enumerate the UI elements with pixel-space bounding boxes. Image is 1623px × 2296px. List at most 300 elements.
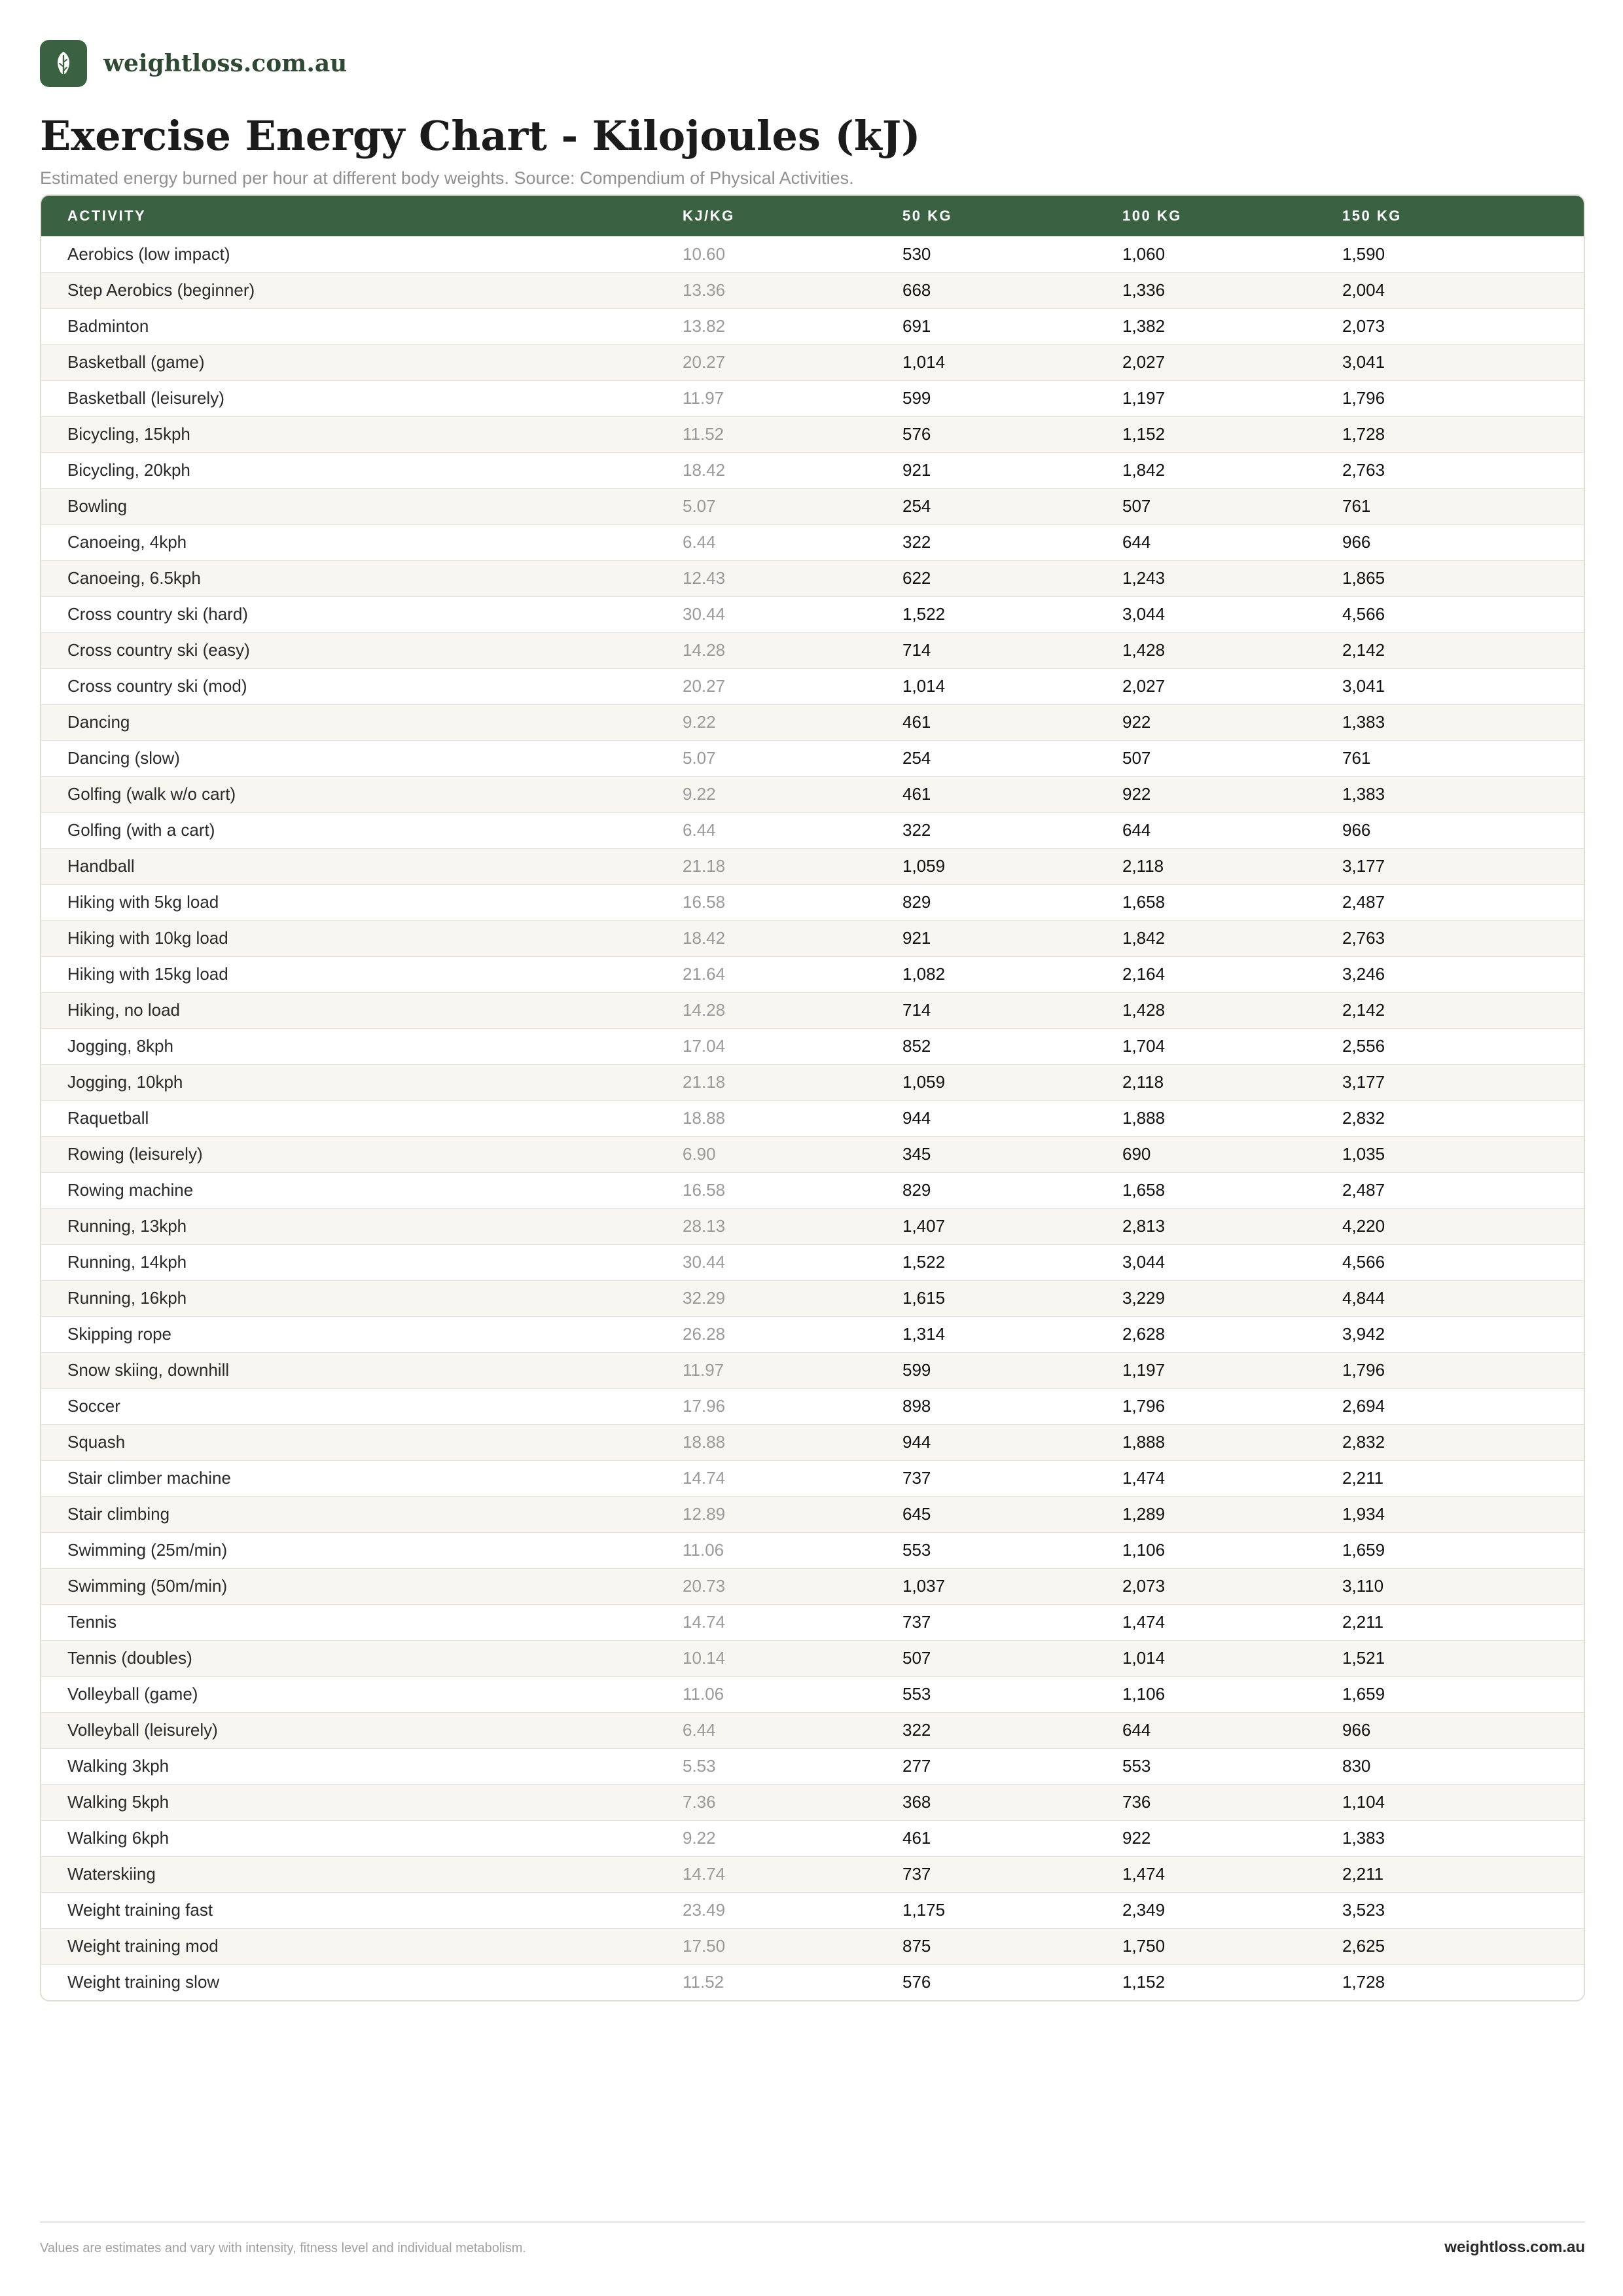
kj-100kg-cell: 2,813 <box>1122 1216 1166 1236</box>
activity-cell: Bowling <box>67 496 128 516</box>
activity-cell: Walking 6kph <box>67 1828 169 1848</box>
kj-50kg-cell: 599 <box>902 1360 931 1380</box>
table-row <box>41 1820 1584 1856</box>
kj-150kg-cell: 3,041 <box>1342 676 1385 696</box>
activity-cell: Bicycling, 15kph <box>67 424 190 444</box>
kj-150kg-cell: 830 <box>1342 1756 1371 1776</box>
kj-150kg-cell: 1,796 <box>1342 1360 1385 1380</box>
kj-per-kg-cell: 11.06 <box>683 1540 724 1560</box>
activity-cell: Handball <box>67 856 135 876</box>
kj-150kg-cell: 2,763 <box>1342 460 1385 480</box>
kj-per-kg-cell: 16.58 <box>683 892 726 912</box>
table-row <box>41 524 1584 560</box>
table-row <box>41 1028 1584 1064</box>
table-row <box>41 452 1584 488</box>
table-row <box>41 920 1584 956</box>
kj-50kg-cell: 277 <box>902 1756 931 1776</box>
kj-100kg-cell: 1,336 <box>1122 280 1166 300</box>
kj-100kg-cell: 1,428 <box>1122 1000 1166 1020</box>
table-row <box>41 884 1584 920</box>
table-row <box>41 1568 1584 1604</box>
kj-per-kg-cell: 12.89 <box>683 1504 726 1524</box>
kj-per-kg-cell: 5.07 <box>683 496 716 516</box>
energy-table-container <box>40 194 1585 2001</box>
kj-per-kg-cell: 14.28 <box>683 640 726 660</box>
kj-100kg-cell: 3,229 <box>1122 1288 1166 1308</box>
kj-100kg-cell: 2,027 <box>1122 676 1166 696</box>
kj-100kg-cell: 736 <box>1122 1792 1151 1812</box>
kj-150kg-cell: 4,566 <box>1342 604 1385 624</box>
kj-150kg-cell: 966 <box>1342 532 1371 552</box>
kj-100kg-cell: 1,474 <box>1122 1468 1166 1488</box>
kj-100kg-cell: 553 <box>1122 1756 1151 1776</box>
table-row <box>41 1100 1584 1136</box>
kj-per-kg-cell: 16.58 <box>683 1180 726 1200</box>
kj-per-kg-cell: 12.43 <box>683 568 726 588</box>
kj-150kg-cell: 2,556 <box>1342 1036 1385 1056</box>
kj-100kg-cell: 644 <box>1122 532 1151 552</box>
kj-150kg-cell: 3,246 <box>1342 964 1385 984</box>
kj-per-kg-cell: 6.44 <box>683 532 716 552</box>
kj-50kg-cell: 1,522 <box>902 1252 946 1272</box>
activity-cell: Weight training slow <box>67 1972 220 1992</box>
kj-50kg-cell: 1,615 <box>902 1288 946 1308</box>
kj-per-kg-cell: 20.27 <box>683 676 726 696</box>
kj-150kg-cell: 3,177 <box>1342 856 1385 876</box>
kj-50kg-cell: 921 <box>902 928 931 948</box>
kj-per-kg-cell: 6.44 <box>683 820 716 840</box>
table-row <box>41 1424 1584 1460</box>
table-row <box>41 1640 1584 1676</box>
column-header-100kg: 100 KG <box>1122 207 1182 224</box>
kj-100kg-cell: 1,658 <box>1122 892 1166 912</box>
table-row <box>41 1964 1584 2000</box>
table-row <box>41 1136 1584 1172</box>
kj-100kg-cell: 1,106 <box>1122 1684 1166 1704</box>
activity-cell: Basketball (game) <box>67 352 205 372</box>
kj-100kg-cell: 1,474 <box>1122 1864 1166 1884</box>
table-header-row <box>41 196 1584 236</box>
kj-100kg-cell: 1,704 <box>1122 1036 1166 1056</box>
kj-150kg-cell: 2,211 <box>1342 1612 1384 1632</box>
activity-cell: Hiking, no load <box>67 1000 180 1020</box>
table-row <box>41 272 1584 308</box>
column-header-kj-per-kg: KJ/KG <box>683 207 735 224</box>
kj-per-kg-cell: 11.52 <box>683 424 724 444</box>
kj-150kg-cell: 1,659 <box>1342 1684 1385 1704</box>
kj-per-kg-cell: 14.28 <box>683 1000 726 1020</box>
activity-cell: Rowing machine <box>67 1180 194 1200</box>
kj-100kg-cell: 1,428 <box>1122 640 1166 660</box>
kj-100kg-cell: 690 <box>1122 1144 1151 1164</box>
kj-50kg-cell: 345 <box>902 1144 931 1164</box>
kj-150kg-cell: 1,865 <box>1342 568 1385 588</box>
kj-50kg-cell: 737 <box>902 1468 931 1488</box>
kj-50kg-cell: 622 <box>902 568 931 588</box>
kj-150kg-cell: 1,796 <box>1342 388 1385 408</box>
kj-per-kg-cell: 14.74 <box>683 1468 726 1488</box>
table-row <box>41 776 1584 812</box>
activity-cell: Aerobics (low impact) <box>67 243 230 264</box>
kj-100kg-cell: 1,014 <box>1122 1648 1166 1668</box>
kj-150kg-cell: 1,590 <box>1342 243 1385 264</box>
kj-per-kg-cell: 21.18 <box>683 1072 726 1092</box>
table-row <box>41 1532 1584 1568</box>
kj-100kg-cell: 1,060 <box>1122 243 1166 264</box>
kj-150kg-cell: 1,035 <box>1342 1144 1385 1164</box>
kj-100kg-cell: 2,349 <box>1122 1900 1166 1920</box>
table-row <box>41 1496 1584 1532</box>
kj-150kg-cell: 3,523 <box>1342 1900 1385 1920</box>
kj-50kg-cell: 1,014 <box>902 352 946 372</box>
kj-100kg-cell: 1,888 <box>1122 1432 1166 1452</box>
kj-100kg-cell: 507 <box>1122 748 1151 768</box>
kj-100kg-cell: 1,750 <box>1122 1936 1166 1956</box>
page-title: Exercise Energy Chart - Kilojoules (kJ) <box>40 112 921 160</box>
kj-per-kg-cell: 11.06 <box>683 1684 724 1704</box>
kj-50kg-cell: 875 <box>902 1936 931 1956</box>
kj-100kg-cell: 1,152 <box>1122 1972 1166 1992</box>
footer-divider <box>40 2221 1585 2223</box>
table-row <box>41 1244 1584 1280</box>
kj-150kg-cell: 1,934 <box>1342 1504 1385 1524</box>
kj-50kg-cell: 368 <box>902 1792 931 1812</box>
kj-per-kg-cell: 23.49 <box>683 1900 726 1920</box>
kj-per-kg-cell: 14.74 <box>683 1864 726 1884</box>
kj-50kg-cell: 461 <box>902 712 931 732</box>
kj-per-kg-cell: 17.50 <box>683 1936 726 1956</box>
kj-100kg-cell: 1,842 <box>1122 460 1166 480</box>
table-row <box>41 812 1584 848</box>
table-row <box>41 632 1584 668</box>
activity-cell: Bicycling, 20kph <box>67 460 190 480</box>
kj-100kg-cell: 2,164 <box>1122 964 1166 984</box>
kj-per-kg-cell: 20.73 <box>683 1576 726 1596</box>
kj-150kg-cell: 3,942 <box>1342 1324 1385 1344</box>
kj-100kg-cell: 644 <box>1122 1720 1151 1740</box>
kj-100kg-cell: 922 <box>1122 784 1151 804</box>
kj-per-kg-cell: 11.97 <box>683 388 724 408</box>
kj-100kg-cell: 3,044 <box>1122 604 1166 624</box>
kj-per-kg-cell: 13.36 <box>683 280 726 300</box>
activity-cell: Weight training fast <box>67 1900 213 1920</box>
table-row <box>41 596 1584 632</box>
table-row <box>41 1892 1584 1928</box>
kj-150kg-cell: 2,073 <box>1342 316 1385 336</box>
kj-50kg-cell: 829 <box>902 1180 931 1200</box>
kj-150kg-cell: 4,220 <box>1342 1216 1385 1236</box>
kj-100kg-cell: 922 <box>1122 1828 1151 1848</box>
kj-150kg-cell: 2,625 <box>1342 1936 1385 1956</box>
kj-per-kg-cell: 11.97 <box>683 1360 724 1380</box>
kj-per-kg-cell: 28.13 <box>683 1216 726 1236</box>
activity-cell: Golfing (walk w/o cart) <box>67 784 236 804</box>
kj-100kg-cell: 1,842 <box>1122 928 1166 948</box>
activity-cell: Canoeing, 6.5kph <box>67 568 201 588</box>
footer-note: Values are estimates and vary with intensity, fitness level and individual metabolism. <box>40 2241 526 2255</box>
kj-50kg-cell: 645 <box>902 1504 931 1524</box>
kj-per-kg-cell: 30.44 <box>683 1252 726 1272</box>
table-row <box>41 308 1584 344</box>
kj-50kg-cell: 461 <box>902 784 931 804</box>
activity-cell: Badminton <box>67 316 149 336</box>
kj-50kg-cell: 944 <box>902 1432 931 1452</box>
activity-cell: Tennis (doubles) <box>67 1648 192 1668</box>
footer-site-link[interactable]: weightloss.com.au <box>1444 2238 1585 2256</box>
kj-per-kg-cell: 17.04 <box>683 1036 726 1056</box>
activity-cell: Running, 16kph <box>67 1288 187 1308</box>
kj-50kg-cell: 737 <box>902 1612 931 1632</box>
kj-150kg-cell: 4,844 <box>1342 1288 1385 1308</box>
kj-150kg-cell: 1,728 <box>1342 1972 1385 1992</box>
kj-50kg-cell: 1,082 <box>902 964 946 984</box>
kj-per-kg-cell: 9.22 <box>683 784 716 804</box>
kj-per-kg-cell: 6.90 <box>683 1144 716 1164</box>
activity-cell: Cross country ski (hard) <box>67 604 248 624</box>
table-row <box>41 236 1584 272</box>
kj-per-kg-cell: 32.29 <box>683 1288 726 1308</box>
kj-50kg-cell: 921 <box>902 460 931 480</box>
kj-150kg-cell: 2,142 <box>1342 1000 1385 1020</box>
table-row <box>41 344 1584 380</box>
activity-cell: Cross country ski (easy) <box>67 640 250 660</box>
activity-cell: Rowing (leisurely) <box>67 1144 203 1164</box>
activity-cell: Walking 5kph <box>67 1792 169 1812</box>
table-row <box>41 848 1584 884</box>
kj-per-kg-cell: 26.28 <box>683 1324 726 1344</box>
activity-cell: Golfing (with a cart) <box>67 820 215 840</box>
kj-per-kg-cell: 5.53 <box>683 1756 716 1776</box>
kj-50kg-cell: 254 <box>902 748 931 768</box>
kj-per-kg-cell: 9.22 <box>683 712 716 732</box>
table-row <box>41 1316 1584 1352</box>
activity-cell: Hiking with 10kg load <box>67 928 228 948</box>
kj-50kg-cell: 530 <box>902 243 931 264</box>
activity-cell: Skipping rope <box>67 1324 171 1344</box>
kj-50kg-cell: 1,059 <box>902 856 946 876</box>
activity-cell: Running, 14kph <box>67 1252 187 1272</box>
kj-per-kg-cell: 6.44 <box>683 1720 716 1740</box>
kj-150kg-cell: 761 <box>1342 496 1371 516</box>
kj-150kg-cell: 2,142 <box>1342 640 1385 660</box>
kj-50kg-cell: 944 <box>902 1108 931 1128</box>
kj-150kg-cell: 1,383 <box>1342 784 1385 804</box>
kj-per-kg-cell: 30.44 <box>683 604 726 624</box>
kj-50kg-cell: 553 <box>902 1684 931 1704</box>
table-row <box>41 992 1584 1028</box>
kj-50kg-cell: 1,014 <box>902 676 946 696</box>
kj-150kg-cell: 3,110 <box>1342 1576 1384 1596</box>
table-row <box>41 1784 1584 1820</box>
kj-50kg-cell: 714 <box>902 640 931 660</box>
kj-150kg-cell: 2,832 <box>1342 1432 1385 1452</box>
kj-50kg-cell: 1,037 <box>902 1576 946 1596</box>
column-header-activity: ACTIVITY <box>67 207 147 224</box>
activity-cell: Step Aerobics (beginner) <box>67 280 255 300</box>
kj-per-kg-cell: 5.07 <box>683 748 716 768</box>
kj-100kg-cell: 2,073 <box>1122 1576 1166 1596</box>
kj-150kg-cell: 1,659 <box>1342 1540 1385 1560</box>
kj-50kg-cell: 322 <box>902 1720 931 1740</box>
kj-50kg-cell: 668 <box>902 280 931 300</box>
table-row <box>41 1064 1584 1100</box>
table-row <box>41 1460 1584 1496</box>
table-body <box>41 236 1584 2000</box>
kj-per-kg-cell: 11.52 <box>683 1972 724 1992</box>
kj-50kg-cell: 322 <box>902 532 931 552</box>
kj-150kg-cell: 1,521 <box>1342 1648 1385 1668</box>
kj-150kg-cell: 2,832 <box>1342 1108 1385 1128</box>
kj-150kg-cell: 1,383 <box>1342 1828 1385 1848</box>
kj-50kg-cell: 829 <box>902 892 931 912</box>
kj-50kg-cell: 461 <box>902 1828 931 1848</box>
kj-100kg-cell: 3,044 <box>1122 1252 1166 1272</box>
activity-cell: Weight training mod <box>67 1936 219 1956</box>
kj-per-kg-cell: 18.42 <box>683 460 726 480</box>
kj-100kg-cell: 1,382 <box>1122 316 1166 336</box>
table-row <box>41 668 1584 704</box>
kj-100kg-cell: 2,118 <box>1122 1072 1164 1092</box>
kj-50kg-cell: 1,175 <box>902 1900 946 1920</box>
kj-50kg-cell: 714 <box>902 1000 931 1020</box>
kj-100kg-cell: 1,197 <box>1122 1360 1166 1380</box>
kj-per-kg-cell: 18.42 <box>683 928 726 948</box>
kj-100kg-cell: 644 <box>1122 820 1151 840</box>
kj-50kg-cell: 852 <box>902 1036 931 1056</box>
kj-100kg-cell: 1,289 <box>1122 1504 1166 1524</box>
activity-cell: Hiking with 15kg load <box>67 964 228 984</box>
kj-50kg-cell: 553 <box>902 1540 931 1560</box>
activity-cell: Tennis <box>67 1612 117 1632</box>
kj-100kg-cell: 507 <box>1122 496 1151 516</box>
kj-150kg-cell: 1,104 <box>1342 1792 1385 1812</box>
page-subtitle: Estimated energy burned per hour at different body weights. Source: Compendium of Physical Activities. <box>40 168 854 188</box>
kj-150kg-cell: 761 <box>1342 748 1371 768</box>
activity-cell: Snow skiing, downhill <box>67 1360 230 1380</box>
kj-50kg-cell: 1,059 <box>902 1072 946 1092</box>
kj-per-kg-cell: 10.14 <box>683 1648 726 1668</box>
table-row <box>41 1352 1584 1388</box>
kj-150kg-cell: 2,211 <box>1342 1468 1384 1488</box>
kj-50kg-cell: 737 <box>902 1864 931 1884</box>
kj-100kg-cell: 1,658 <box>1122 1180 1166 1200</box>
kj-50kg-cell: 1,314 <box>902 1324 946 1344</box>
kj-100kg-cell: 1,474 <box>1122 1612 1166 1632</box>
kj-150kg-cell: 2,487 <box>1342 892 1385 912</box>
table-row <box>41 1280 1584 1316</box>
brand-name[interactable]: weightloss.com.au <box>103 50 348 77</box>
activity-cell: Raquetball <box>67 1108 149 1128</box>
kj-per-kg-cell: 21.18 <box>683 856 726 876</box>
kj-100kg-cell: 1,243 <box>1122 568 1166 588</box>
table-row <box>41 1208 1584 1244</box>
column-header-50kg: 50 KG <box>902 207 953 224</box>
kj-100kg-cell: 2,118 <box>1122 856 1164 876</box>
table-row <box>41 1172 1584 1208</box>
activity-cell: Dancing <box>67 712 130 732</box>
kj-150kg-cell: 4,566 <box>1342 1252 1385 1272</box>
table-row <box>41 380 1584 416</box>
table-row <box>41 416 1584 452</box>
kj-150kg-cell: 1,728 <box>1342 424 1385 444</box>
activity-cell: Volleyball (game) <box>67 1684 198 1704</box>
kj-per-kg-cell: 17.96 <box>683 1396 726 1416</box>
activity-cell: Dancing (slow) <box>67 748 180 768</box>
kj-per-kg-cell: 18.88 <box>683 1108 726 1128</box>
table-row <box>41 1676 1584 1712</box>
kj-150kg-cell: 966 <box>1342 1720 1371 1740</box>
kj-150kg-cell: 2,211 <box>1342 1864 1384 1884</box>
kj-per-kg-cell: 20.27 <box>683 352 726 372</box>
kj-150kg-cell: 3,041 <box>1342 352 1385 372</box>
kj-50kg-cell: 576 <box>902 424 931 444</box>
table-row <box>41 704 1584 740</box>
kj-150kg-cell: 2,694 <box>1342 1396 1385 1416</box>
kj-50kg-cell: 599 <box>902 388 931 408</box>
kj-per-kg-cell: 13.82 <box>683 316 726 336</box>
activity-cell: Swimming (25m/min) <box>67 1540 228 1560</box>
kj-100kg-cell: 1,796 <box>1122 1396 1166 1416</box>
energy-table <box>41 196 1584 2000</box>
table-row <box>41 1928 1584 1964</box>
kj-150kg-cell: 2,004 <box>1342 280 1385 300</box>
activity-cell: Cross country ski (mod) <box>67 676 247 696</box>
activity-cell: Canoeing, 4kph <box>67 532 187 552</box>
kj-50kg-cell: 507 <box>902 1648 931 1668</box>
kj-150kg-cell: 2,487 <box>1342 1180 1385 1200</box>
kj-per-kg-cell: 7.36 <box>683 1792 716 1812</box>
activity-cell: Soccer <box>67 1396 120 1416</box>
activity-cell: Jogging, 10kph <box>67 1072 183 1092</box>
kj-100kg-cell: 1,152 <box>1122 424 1166 444</box>
activity-cell: Jogging, 8kph <box>67 1036 173 1056</box>
kj-50kg-cell: 1,522 <box>902 604 946 624</box>
leaf-icon <box>40 40 87 87</box>
activity-cell: Swimming (50m/min) <box>67 1576 228 1596</box>
kj-100kg-cell: 2,027 <box>1122 352 1166 372</box>
kj-per-kg-cell: 18.88 <box>683 1432 726 1452</box>
kj-per-kg-cell: 10.60 <box>683 243 726 264</box>
brand-header <box>40 40 1585 87</box>
activity-cell: Stair climbing <box>67 1504 170 1524</box>
kj-50kg-cell: 576 <box>902 1972 931 1992</box>
kj-50kg-cell: 898 <box>902 1396 931 1416</box>
activity-cell: Running, 13kph <box>67 1216 187 1236</box>
table-row <box>41 740 1584 776</box>
kj-per-kg-cell: 21.64 <box>683 964 726 984</box>
activity-cell: Squash <box>67 1432 126 1452</box>
kj-100kg-cell: 1,106 <box>1122 1540 1166 1560</box>
kj-50kg-cell: 322 <box>902 820 931 840</box>
kj-150kg-cell: 966 <box>1342 820 1371 840</box>
table-row <box>41 1856 1584 1892</box>
activity-cell: Hiking with 5kg load <box>67 892 219 912</box>
kj-100kg-cell: 1,888 <box>1122 1108 1166 1128</box>
kj-150kg-cell: 2,763 <box>1342 928 1385 948</box>
kj-per-kg-cell: 14.74 <box>683 1612 726 1632</box>
activity-cell: Walking 3kph <box>67 1756 169 1776</box>
activity-cell: Volleyball (leisurely) <box>67 1720 218 1740</box>
table-row <box>41 956 1584 992</box>
kj-per-kg-cell: 9.22 <box>683 1828 716 1848</box>
table-row <box>41 1388 1584 1424</box>
activity-cell: Stair climber machine <box>67 1468 231 1488</box>
kj-150kg-cell: 1,383 <box>1342 712 1385 732</box>
kj-100kg-cell: 1,197 <box>1122 388 1166 408</box>
kj-50kg-cell: 691 <box>902 316 931 336</box>
table-row <box>41 560 1584 596</box>
table-row <box>41 1748 1584 1784</box>
